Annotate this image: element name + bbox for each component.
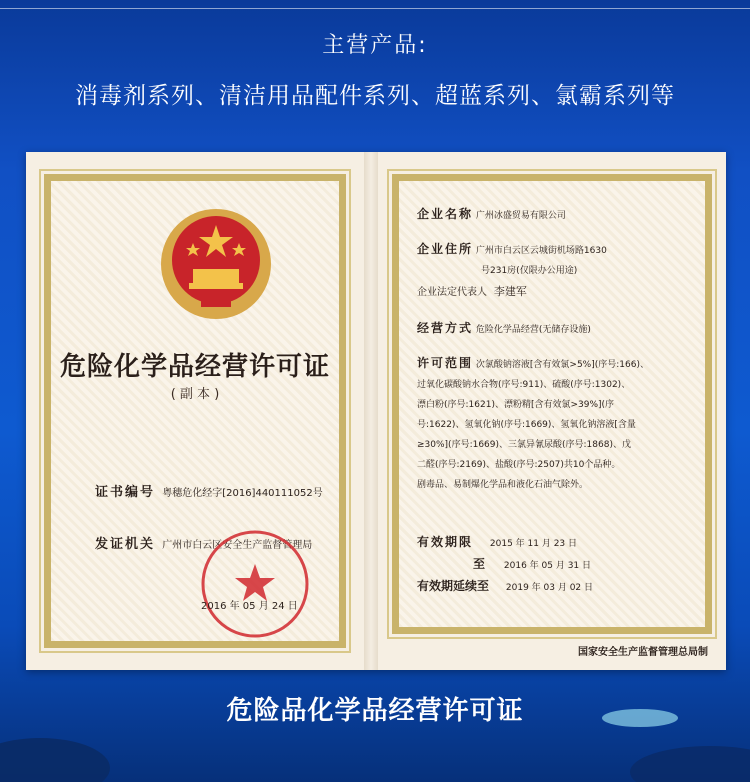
license-right-page [378,152,726,670]
top-divider [0,8,750,9]
issuer-value: 广州市白云区安全生产监督管理局 [162,540,313,551]
scope-line: ≥30%](序号:1669)、三氯异氰尿酸(序号:1868)、戊 [417,440,631,450]
issue-date: 2016 年 05 月 24 日 [201,601,298,612]
scope-line: 号:1622)、氢氧化钠(序号:1669)、氢氧化钠溶液[含量 [417,420,636,430]
license-caption: 危险品化学品经营许可证 [226,696,524,726]
valid-from-row [417,531,577,555]
scope-line: 二醛(序号:2169)、盐酸(序号:2507)共10个品种。 [417,460,621,470]
to-label: 至 [473,557,488,571]
scope-line: 次氯酸钠溶液[含有效氯>5%](序号:166)、 [475,360,649,370]
products-header [0,28,750,110]
address-line2: 号231房(仅限办公用途) [481,266,578,276]
legal-rep-value: 李建军 [493,285,527,298]
license-left-page [26,152,364,670]
cert-number-row [95,481,323,500]
certificate-subtitle: ( 副 本 ) [170,387,220,402]
cert-number-label: 证书编号 [95,485,156,500]
valid-label: 有效期限 [417,535,474,549]
address-line1: 广州市白云区云城街机场路1630 [475,246,607,256]
mode-row [417,317,591,341]
scope-line: 剧毒品、易制爆化学品和液化石油气除外。 [417,480,589,490]
valid-to: 2016 年 05 月 31 日 [503,561,592,571]
valid-to-row [417,553,591,577]
company-value: 广州冰盛贸易有限公司 [475,211,566,221]
national-emblem-icon [157,205,275,323]
extend-to: 2019 年 03 月 02 日 [505,583,594,593]
products-label: 主营产品: [322,33,428,58]
valid-from: 2015 年 11 月 23 日 [489,539,578,549]
issuer-label: 发证机关 [95,537,156,552]
ornate-border-left [44,174,346,648]
reef-decoration-icon [0,708,750,782]
license-document [26,152,726,670]
legal-rep-row [417,281,527,304]
cert-number-value: 粤穗危化经字[2016]440111052号 [162,488,323,499]
products-list: 消毒剂系列、清洁用品配件系列、超蓝系列、氯霸系列等 [75,83,675,109]
address-label: 企业住所 [417,242,474,256]
mode-value: 危险化学品经营(无储存设施) [475,325,591,335]
scope-label: 许可范围 [417,356,474,370]
legal-rep-label: 企业法定代表人 [417,287,487,298]
certificate-title: 危险化学品经营许可证 [59,352,330,382]
company-row [417,203,566,227]
ornate-border-right [392,174,712,634]
page-gutter [364,152,378,670]
address-row [417,239,607,281]
scope-row [417,353,707,495]
official-seal-icon [197,526,313,642]
extend-row [417,575,593,599]
mode-label: 经营方式 [417,321,474,335]
scope-line: 漂白粉(序号:1621)、漂粉精[含有效氯>39%](序 [417,400,615,410]
issuing-authority: 国家安全生产监督管理总局制 [578,647,708,658]
extend-label: 有效期延续至 [417,579,490,593]
scope-line: 过氧化碳酸钠水合物(序号:911)、硫酸(序号:1302)、 [417,380,631,390]
company-label: 企业名称 [417,207,474,221]
